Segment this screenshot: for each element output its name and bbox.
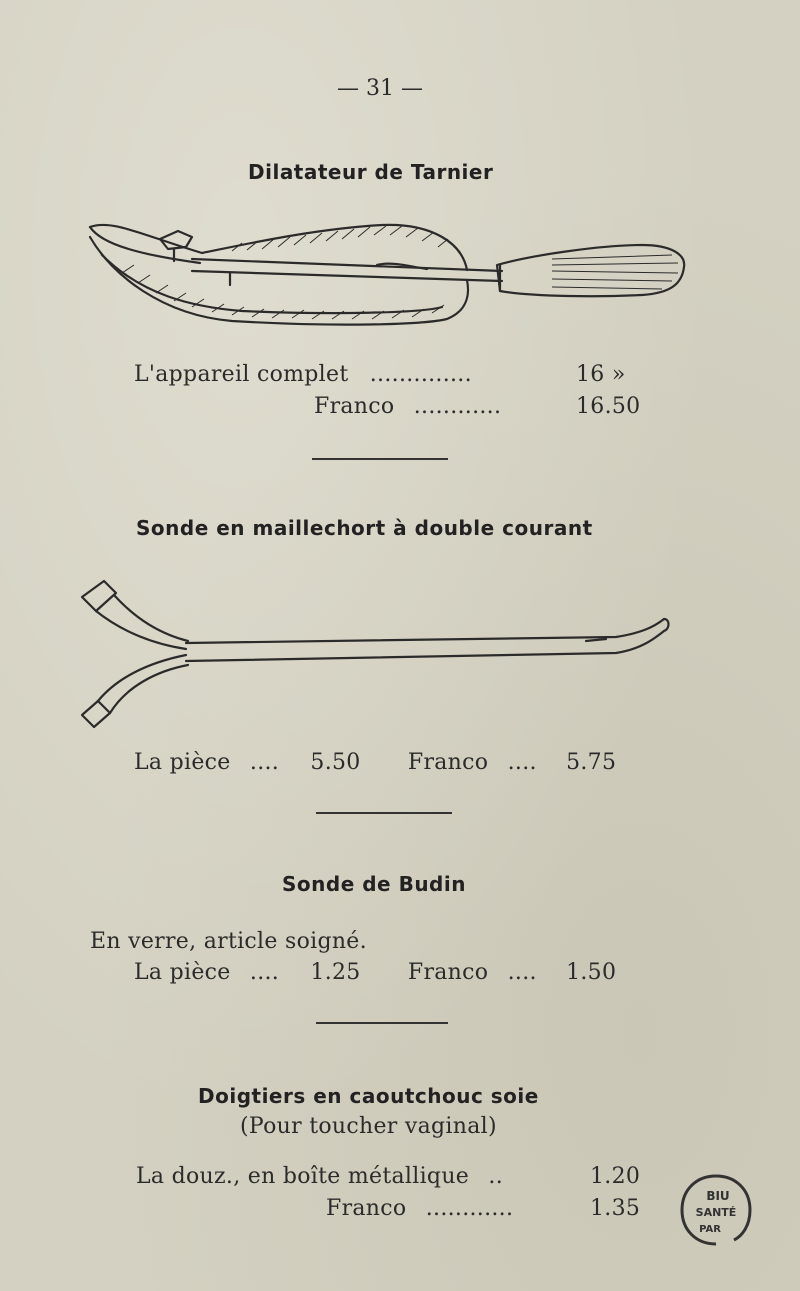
- price-dots: ..: [488, 1164, 503, 1189]
- stamp-line-1: BIU: [706, 1189, 730, 1203]
- price-line-sonde-budin: [134, 960, 616, 985]
- price-value-complet: 16 »: [576, 362, 626, 387]
- price-dots: ....: [507, 960, 537, 985]
- price-value-franco-1: 16.50: [576, 394, 641, 419]
- page-number: — 31 —: [337, 76, 423, 101]
- price-value-franco-4: 1.35: [590, 1196, 641, 1221]
- price-dots: ....: [507, 750, 537, 775]
- price-label: La douz., en boîte métallique: [136, 1164, 470, 1189]
- price-line-franco-1: [314, 394, 501, 419]
- franco-value: 5.75: [566, 750, 617, 775]
- subtitle-doigtiers: (Pour toucher vaginal): [240, 1114, 497, 1139]
- stamp-line-2: SANTÉ: [695, 1206, 737, 1219]
- section-title-doigtiers: Doigtiers en caoutchouc soie: [198, 1084, 539, 1108]
- section-title-sonde-budin: Sonde de Budin: [282, 872, 466, 896]
- price-label: L'appareil complet: [134, 362, 349, 387]
- price-dots: ..............: [369, 362, 472, 387]
- price-dots: ............: [425, 1196, 514, 1221]
- dilatateur-illustration: [82, 215, 692, 333]
- price-value: 5.50: [310, 750, 361, 775]
- sonde-maillechort-illustration: [76, 575, 676, 735]
- section-title-dilatateur: Dilatateur de Tarnier: [248, 160, 494, 184]
- section-divider: [312, 458, 448, 460]
- section-divider: [316, 812, 452, 814]
- franco-label: Franco: [407, 960, 489, 985]
- description-sonde-budin: En verre, article soigné.: [90, 929, 367, 954]
- price-value-douzaine: 1.20: [590, 1164, 641, 1189]
- price-dots: ............: [413, 394, 502, 419]
- library-stamp: [676, 1170, 756, 1250]
- franco-value: 1.50: [566, 960, 617, 985]
- price-value: 1.25: [310, 960, 361, 985]
- price-label: La pièce: [134, 750, 231, 775]
- section-title-sonde-maillechort: Sonde en maillechort à double courant: [136, 516, 593, 540]
- price-line-complet: [134, 362, 472, 387]
- stamp-line-3: PAR: [699, 1224, 721, 1235]
- price-line-sonde-maillechort: [134, 750, 616, 775]
- price-line-franco-4: [326, 1196, 513, 1221]
- section-divider: [316, 1022, 448, 1024]
- price-label: Franco: [326, 1196, 407, 1221]
- price-dots: ....: [249, 750, 280, 775]
- price-label: Franco: [314, 394, 395, 419]
- price-label: La pièce: [134, 960, 231, 985]
- price-dots: ....: [249, 960, 280, 985]
- franco-label: Franco: [407, 750, 489, 775]
- price-line-douzaine: [136, 1164, 503, 1189]
